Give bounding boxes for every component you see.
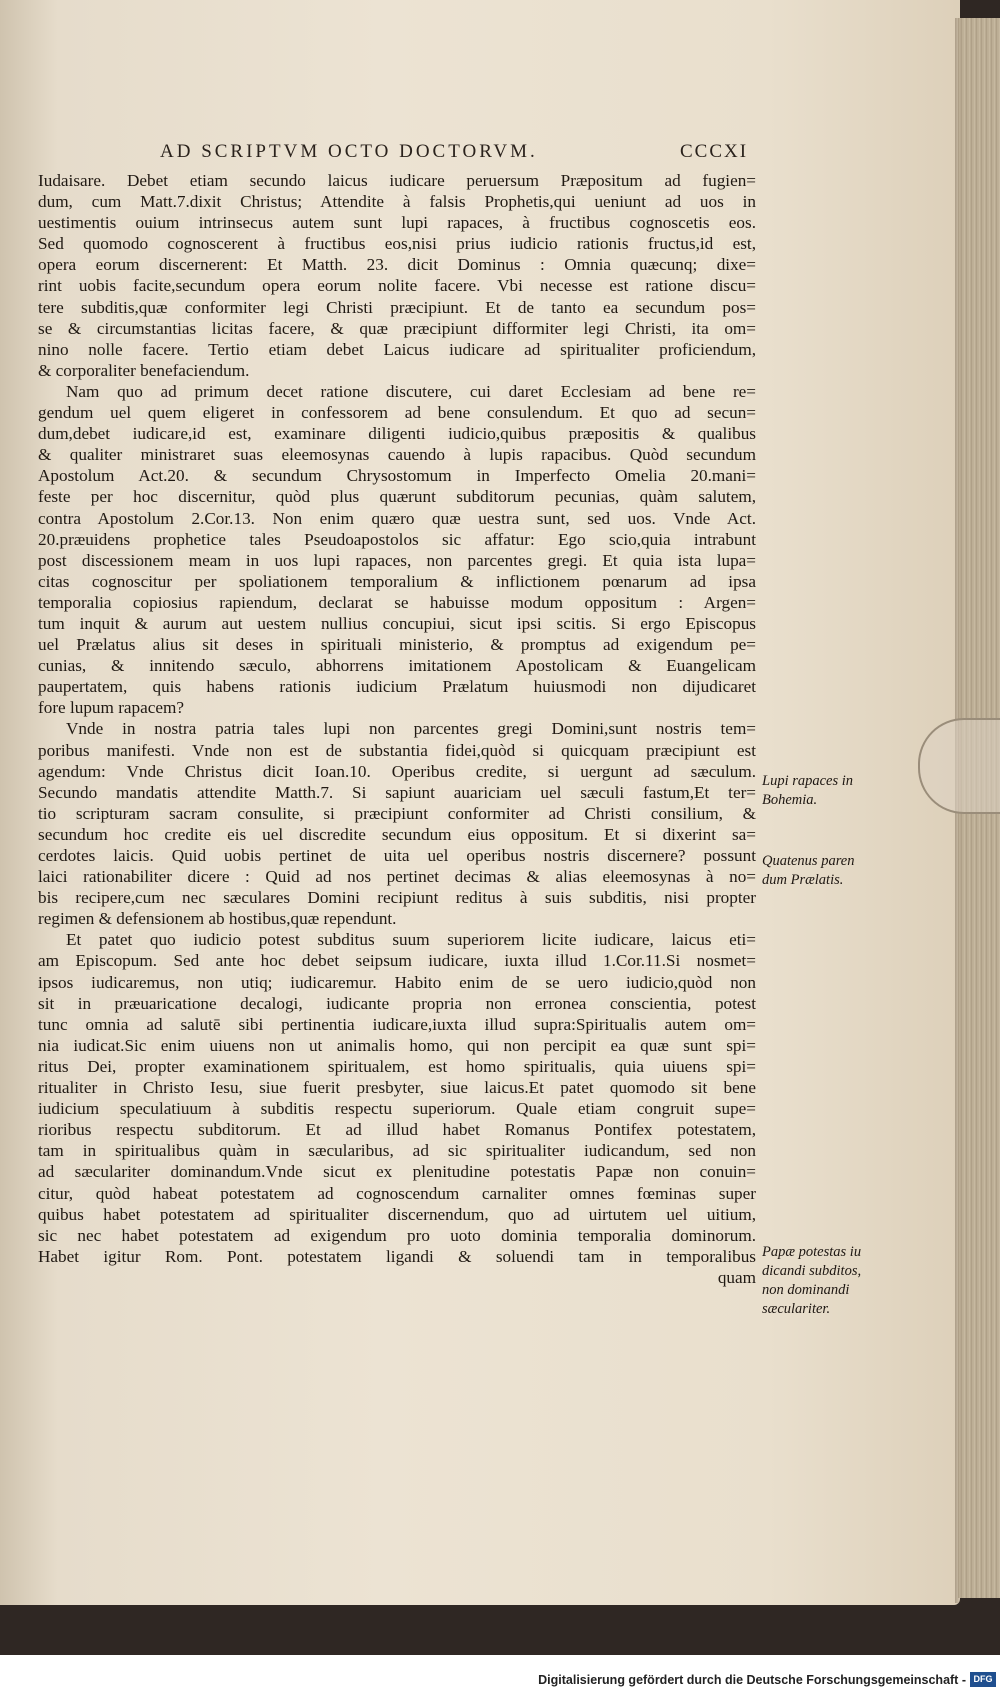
text-line: sit in præuaricatione decalogi, iudicante propria non erronea conscientia, potest (38, 993, 756, 1013)
text-line: contra Apostolum 2.Cor.13. Non enim quæro quæ uestra sunt, sed uos. Vnde Act. (38, 508, 756, 528)
page-header (0, 141, 960, 169)
text-line: rint uobis facite,secundum opera eorum nolite facere. Vbi necesse est ratione discu= (38, 276, 756, 296)
text-line: & corporaliter benefaciendum. (38, 360, 250, 380)
text-line: cunias, & innitendo sæculo, abhorrens imitationem Apostolicam & Euangelicam (38, 656, 756, 676)
text-line: Nam quo ad primum decet ratione discutere, cui daret Ecclesiam ad bene re= (66, 381, 756, 401)
text-line: rioribus respectu subditorum. Et ad illud habet Romanus Pontifex potestatem, (38, 1120, 756, 1140)
text-line: Habet igitur Rom. Pont. potestatem ligandi & soluendi tam in temporalibus (38, 1246, 756, 1266)
margin-note-quatenus (762, 852, 962, 890)
text-line: tio scripturam sacram consulite, si præcipiunt conformiter ad Christi consilium, & (38, 803, 756, 823)
text-line: ritus Dei, propter examinationem spiritualem, est homo spiritualis, quia uiuens spi= (38, 1056, 756, 1076)
text-line: cerdotes laicis. Quid uobis pertinet de uita uel operibus nostris discernere? possunt (38, 846, 756, 865)
text-line: & qualiter ministraret suas eleemosynas cauendo à lupis rapacibus. Quòd secundum (38, 445, 756, 465)
text-line: agendum: Vnde Christus dicit Ioan.10. Operibus credite, si uergunt ad sæculum. (38, 761, 756, 781)
text-line: Secundo mandatis attendite Matth.7. Si sapiunt auariciam uel sæculi fastum,Et ter= (38, 782, 756, 802)
text-line: Apostolum Act.20. & secundum Chrysostomum in Imperfecto Omelia 20.mani= (38, 466, 756, 486)
text-line: fore lupum rapacem? (38, 698, 185, 718)
text-line: uestimentis ouium intrinsecus autem sunt lupi rapaces, à fructibus cognoscetis eos. (38, 213, 756, 233)
text-line: tunc omnia ad salutē sibi pertinentia iudicare,iuxta illud supra:Spiritualis autem om= (38, 1014, 756, 1034)
margin-note-papae-potestas (762, 1243, 962, 1319)
text-line: dum, cum Matt.7.dixit Christus; Attendite à falsis Prophetis,qui ueniunt ad uos in (38, 192, 756, 212)
margin-note-line: Bohemia. (762, 792, 818, 808)
text-line: dum,debet iudicare,id est, examinare diligenti iudicio,quibus præpositis & qualibus (38, 424, 756, 444)
text-line: Iudaisare. Debet etiam secundo laicus iudicare peruersum Præpositum ad fugien= (38, 171, 756, 190)
text-line: tere subditis,quæ conformiter legi Christi præcipiunt. Et de tanto ea secundum pos= (38, 297, 756, 317)
text-line: poribus manifesti. Vnde non est de substantia fidei,quòd si quicquam præcipiunt est (38, 740, 756, 760)
text-line: tam in spiritualibus quàm in sæcularibus, ad sic spiritualiter iudicandum, sed non (38, 1141, 756, 1161)
text-line: temporalia copiosius rapiendum, declarat se habuisse modum oppositum : Argen= (38, 592, 756, 612)
text-line: ad sæculariter dominandum.Vnde sicut ex plenitudine potestatis Papæ non conuin= (38, 1162, 756, 1182)
margin-note-line: dum Prælatis. (762, 872, 844, 888)
text-line: citas cognoscitur per spoliationem temporalium & inflictionem pœnarum ad ipsa (38, 571, 756, 591)
footer-bar (0, 1655, 1000, 1703)
text-line: gendum uel quem eligeret in confessorem ad bene consulendum. Et quo ad secun= (38, 403, 756, 423)
text-line: am Episcopum. Sed ante hoc debet seipsum iudicare, iuxta illud 1.Cor.11.Si nosmet= (38, 951, 756, 971)
text-line: ritualiter in Christo Iesu, siue fuerit presbyter, siue laicus.Et patet quomodo sit bene (38, 1078, 756, 1098)
funding-credit: Digitalisierung gefördert durch die Deutsche Forschungsgemeinschaft - (538, 1673, 966, 1687)
text-line: tum inquit & aurum aut uestem nullius concupiui, sicut ipsi scitis. Si ergo Episcopus (38, 613, 756, 633)
text-line: bis recipere,cum nec sæculares Domini recipiunt reditus à suis subditis, nisi propter (38, 888, 756, 908)
text-line: quam (717, 1267, 756, 1287)
text-line: ipsos iudicaremus, non utiq; iudicaremur. Habito enim de se uero iudicio,quòd non (38, 972, 756, 992)
margin-note-line: non dominandi (762, 1282, 850, 1298)
margin-note-line: Papæ potestas iu (762, 1244, 862, 1260)
text-line: feste per hoc discernitur, quòd plus quærunt subditorum pecunias, quàm salutem, (38, 487, 756, 507)
folio-number: CCCXI (680, 141, 749, 162)
dfg-logo: DFG (970, 1672, 996, 1687)
text-line: paupertatem, quis habens rationis iudicium Prælatum huiusmodi non dijudicaret (38, 677, 756, 697)
text-line: quibus habet potestatem ad spiritualiter discernendum, quo ad uirtutem uel uitium, (38, 1204, 756, 1224)
body-text (38, 170, 756, 1288)
text-line: citur, quòd habeat potestatem ad cognoscendum carnaliter omnes fœminas super (38, 1183, 756, 1203)
page-tab-marker (918, 718, 1000, 814)
running-title: AD SCRIPTVM OCTO DOCTORVM. (160, 141, 538, 162)
margin-note-line: sæculariter. (762, 1301, 831, 1317)
margin-note-line: Lupi rapaces in (762, 773, 854, 789)
text-line: regimen & defensionem ab hostibus,quæ rependunt. (38, 909, 397, 929)
text-line: se & circumstantias licitas facere, & quæ præcipiunt difformiter legi Christi, ita om= (38, 318, 756, 338)
text-line: sic nec habet potestatem ad exigendum pro uoto dominia temporalia dominorum. (38, 1225, 756, 1245)
text-line: Vnde in nostra patria tales lupi non parcentes gregi Domini,sunt nostris tem= (66, 719, 756, 739)
text-line: iudicium speculatiuum à subditis respectu superiorum. Quale etiam congruit supe= (38, 1099, 756, 1119)
text-line: Et patet quo iudicio potest subditus suum superiorem licite iudicare, laicus eti= (66, 930, 756, 950)
text-line: Sed quomodo cognoscerent à fructibus eos,nisi prius iudicio rationis fructus,id est, (38, 234, 756, 254)
text-line: post discessionem meam in uos lupi rapaces, non parcentes gregi. Et quia ista lupa= (38, 550, 756, 570)
text-line: laici rationabiliter dicere : Quid ad nos pertinet decimas & alias eleemosynas à no= (38, 867, 756, 887)
text-line: uel Prælatus alius sit deses in spirituali ministerio, & promptus ad exigendum pe= (38, 635, 756, 655)
margin-note-line: Quatenus paren (762, 853, 855, 869)
text-line: secundum hoc credite eis uel discredite secundum eius oppositum. Et si dixerint sa= (38, 824, 756, 844)
text-line: 20.præuidens prophetice tales Pseudoapostolos sic affatur: Ego scio,quia intrabunt (38, 529, 756, 549)
text-line: nino nolle facere. Tertio etiam debet Laicus iudicare ad spiritualiter proficiendum, (38, 339, 756, 359)
text-line: opera eorum discernerent: Et Matth. 23. dicit Dominus : Omnia quæcunq; dixe= (38, 255, 756, 275)
text-line: nia iudicat.Sic enim uiuens non ut animalis homo, qui non percipit ea quæ sunt spi= (38, 1035, 756, 1055)
margin-note-line: dicandi subditos, (762, 1263, 862, 1279)
